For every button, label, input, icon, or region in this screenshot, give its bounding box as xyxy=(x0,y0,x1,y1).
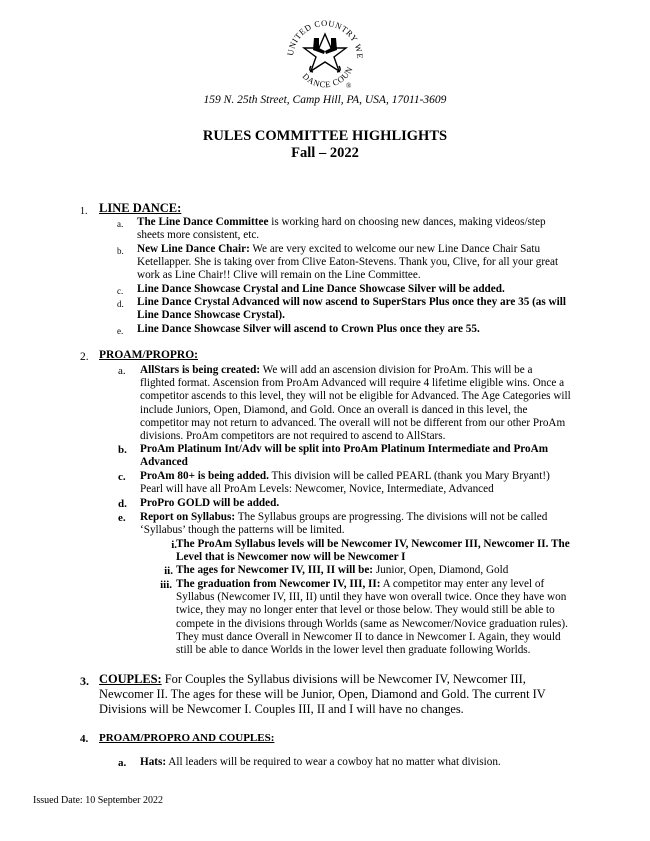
sublist-item: The graduation from Newcomer IV, III, II: A competitor may enter any level of Syllabus (Newcomer IV, III, II) until they have won overall twice. Once they have won twice, they may no longer enter that level or those below. They would still be able to compete in the divisions through Worlds (same as Newcomer/Novice graduation rules). They must dance Overall in Newcomer II to dance in Newcomer I. Again, they would still be able to dance Worlds in the lower level then graduate following Worlds. xyxy=(176,578,568,657)
document-title: RULES COMMITTEE HIGHLIGHTS xyxy=(202,128,448,144)
list-label: a. xyxy=(118,365,126,377)
logo-registered: ® xyxy=(346,82,352,90)
logo-ring-text-bottom: DANCE COUN xyxy=(300,64,355,90)
list-label: a. xyxy=(118,757,127,769)
list-item: ProAm Platinum Int/Adv will be split into ProAm Platinum Intermediate and ProAm Advanced xyxy=(140,443,549,469)
issued-date: Issued Date: 10 September 2022 xyxy=(33,795,163,806)
list-label: c. xyxy=(118,471,126,483)
section-4-heading: PROAM/PROPRO AND COUPLES: xyxy=(99,732,275,744)
sublist-label: iii. xyxy=(160,579,172,591)
section-1-heading: LINE DANCE: xyxy=(99,201,182,215)
section-3-heading: COUPLES: xyxy=(99,672,162,686)
logo-ring-text-top: UNITED COUNTRY WE xyxy=(284,17,366,60)
list-item: ProAm 80+ is being added. This division will be called PEARL (thank you Mary Bryant!) Pearl will have all ProAm Levels: Newcomer, Novice, Intermediate, Advanced xyxy=(140,470,550,496)
list-label: c. xyxy=(117,286,124,296)
list-item: ProPro GOLD will be added. xyxy=(140,497,280,509)
section-3-number: 3. xyxy=(80,674,89,688)
list-item: Line Dance Showcase Crystal and Line Dance Showcase Silver will be added. xyxy=(137,283,505,295)
list-item: The Line Dance Committee is working hard on choosing new dances, making videos/step sheets more consistent, etc. xyxy=(137,216,546,242)
list-item: Line Dance Crystal Advanced will now ascend to SuperStars Plus once they are 35 (as will Line Dance Showcase Crystal). xyxy=(137,296,566,322)
section-1-number: 1. xyxy=(80,206,88,217)
list-label: e. xyxy=(118,512,126,524)
list-item: Report on Syllabus: The Syllabus groups are progressing. The divisions will not be called ‘Syllabus’ though the patterns will be limited. xyxy=(140,511,548,537)
list-label: a. xyxy=(117,219,124,229)
sublist-item: The ages for Newcomer IV, III, II will be: Junior, Open, Diamond, Gold xyxy=(176,564,509,576)
document-subtitle: Fall – 2022 xyxy=(291,145,359,161)
section-2-heading: PROAM/PROPRO: xyxy=(99,349,199,361)
section-3-text: COUPLES: For Couples the Syllabus divisions will be Newcomer IV, Newcomer III, Newcomer II. The ages for these will be Junior, Open, Diamond and Gold. The current IV Divisions will be Newcomer I. Couples III, II and I will have no changes. xyxy=(99,672,546,716)
section-2-number: 2. xyxy=(80,351,89,363)
list-item: New Line Dance Chair: We are very excited to welcome our new Line Dance Chair Satu Ketellapper. She is taking over from Clive Eaton-Stevens. Thank you, Clive, for all your great work as Line Chair!! Clive will remain on the Line Committee. xyxy=(137,243,559,282)
address: 159 N. 25th Street, Camp Hill, PA, USA, 17011-3609 xyxy=(203,94,447,106)
sublist-item: The ProAm Syllabus levels will be Newcomer IV, Newcomer III, Newcomer II. The Level that is Newcomer now will be Newcomer I xyxy=(176,538,570,564)
list-item: Line Dance Showcase Silver will ascend to Crown Plus once they are 55. xyxy=(137,323,480,335)
sublist-label: ii. xyxy=(164,565,173,577)
section-4-number: 4. xyxy=(80,733,89,745)
list-label: e. xyxy=(117,326,124,336)
list-label: b. xyxy=(118,444,127,456)
list-label: d. xyxy=(118,498,127,510)
list-item: Hats: All leaders will be required to wear a cowboy hat no matter what division. xyxy=(140,756,501,768)
sublist-label: i. xyxy=(171,539,177,551)
list-label: b. xyxy=(117,246,124,256)
ucwdc-logo xyxy=(283,8,367,96)
list-item: AllStars is being created: We will add an ascension division for ProAm. This will be a flighted format. Ascension from ProAm Advanced will require 4 lifetime eligible wins. Once a competitor ascends to this level, they will not be eligible for Advanced. The Age Categories will include Juniors, Open, Diamond, and Gold. Once an overall is danced in this level, the competitor may not return to advanced. The overall will not be different from our other ProAm divisions. ProAm competitors are not required to ascend to AllStars. xyxy=(140,364,571,443)
list-label: d. xyxy=(117,299,124,309)
